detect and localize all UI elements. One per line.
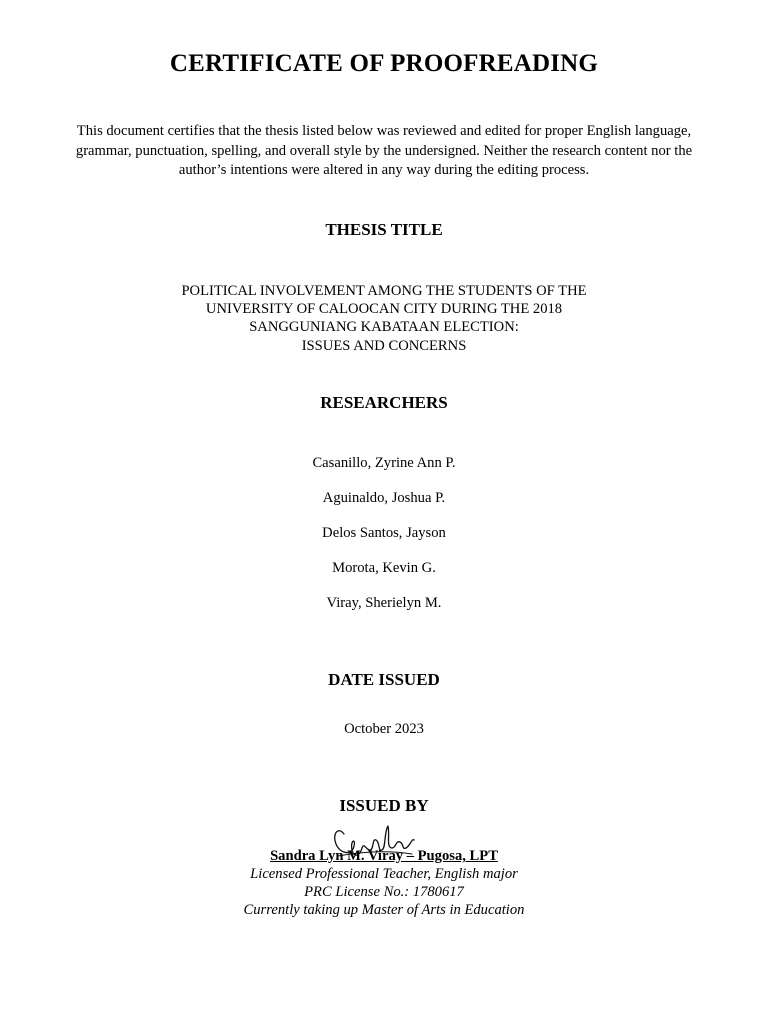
thesis-title-line: UNIVERSITY OF CALOOCAN CITY DURING THE 2018 bbox=[205, 301, 563, 318]
issuer-credential: Licensed Professional Teacher, English major bbox=[250, 866, 518, 882]
researcher-name: Delos Santos, Jayson bbox=[322, 525, 446, 541]
thesis-title-line: SANGGUNIANG KABATAAN ELECTION: bbox=[249, 319, 519, 336]
thesis-title-line: ISSUES AND CONCERNS bbox=[301, 337, 467, 354]
date-issued-value: October 2023 bbox=[344, 721, 424, 737]
researchers-heading: RESEARCHERS bbox=[320, 393, 448, 412]
issued-by-heading: ISSUED BY bbox=[339, 796, 429, 815]
certification-statement: This document certifies that the thesis listed below was reviewed and edited for proper English language, grammar, punctuation, spelling, and overall style by the undersigned. Neither the research content nor the author’s intentions were altered in any way during the editing process. bbox=[75, 123, 693, 178]
researcher-name: Aguinaldo, Joshua P. bbox=[322, 490, 446, 506]
thesis-title-line: POLITICAL INVOLVEMENT AMONG THE STUDENTS OF THE bbox=[181, 283, 587, 299]
issuer-name bbox=[0, 848, 768, 865]
date-issued-heading: DATE ISSUED bbox=[328, 670, 440, 689]
thesis-title-text bbox=[0, 282, 768, 355]
issuer-name-text: Sandra Lyn M. Viray – Pugosa, LPT bbox=[270, 848, 498, 864]
thesis-title-heading: THESIS TITLE bbox=[325, 220, 443, 239]
issuer-studies: Currently taking up Master of Arts in Education bbox=[243, 902, 525, 918]
issuer-license: PRC License No.: 1780617 bbox=[304, 884, 464, 900]
researcher-name: Viray, Sherielyn M. bbox=[326, 595, 442, 611]
certificate-title: CERTIFICATE OF PROOFREADING bbox=[169, 50, 599, 77]
researcher-name: Casanillo, Zyrine Ann P. bbox=[312, 455, 456, 471]
researcher-name: Morota, Kevin G. bbox=[332, 560, 436, 576]
